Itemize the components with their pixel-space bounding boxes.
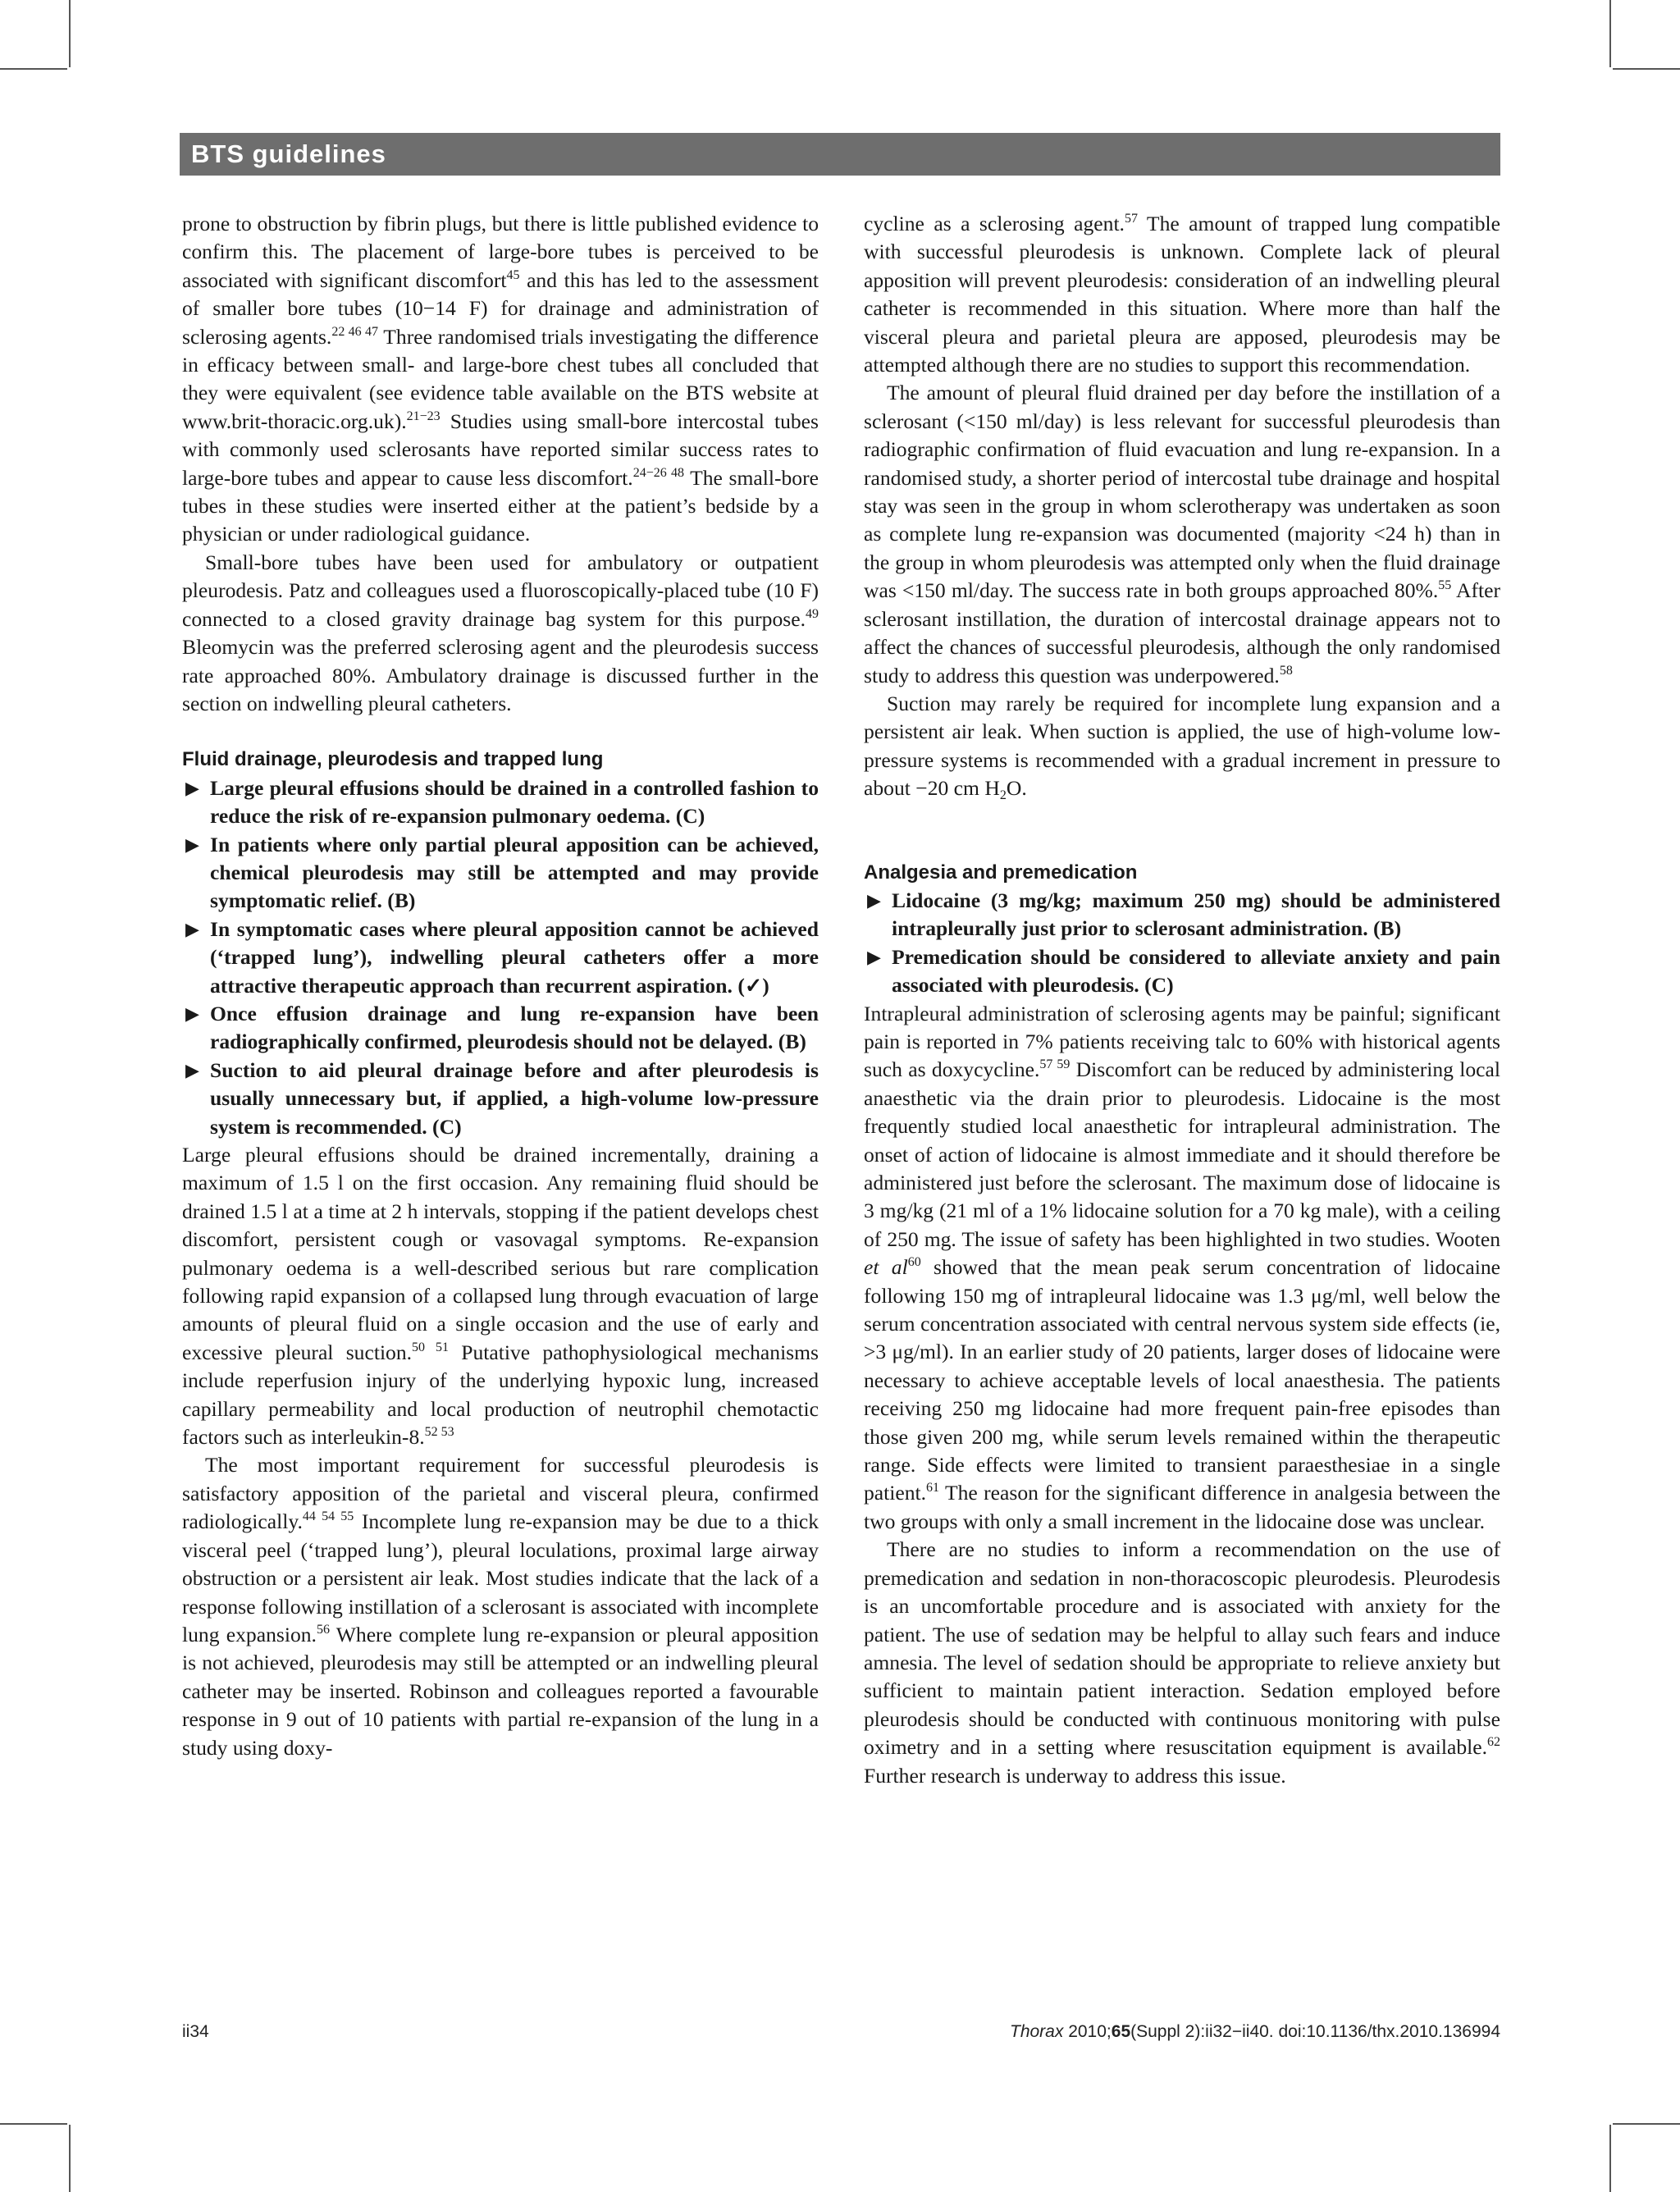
reference: 49: [806, 606, 819, 621]
paragraph: Intrapleural administration of sclerosing agents may be painful; significant pain is reported in 7% patients receiving talc to 60% with historical agents such as doxycycline.$^{57 59}$ Discomfort can be reduced by administering local anaesthetic via the drain prior to pleurodesis. Lidocaine is the most frequently studied local anaesthetic for intrapleural administration. The onset of action of lidocaine is almost immediate and it should therefore be administered just before the sclerosant. The maximum dose of lidocaine is 3 mg/kg (21 ml of a 1% lidocaine solution for a 70 kg male), with a ceiling of 250 mg. The issue of safety has been highlighted in two studies. Wooten et $al^{60}$ showed that the mean peak serum concentration of lidocaine following 150 mg of intrapleural lidocaine was 1.3 μg/ml, well below the serum concentration associated with central nervous system side effects (ie, >3 μg/ml). In an earlier study of 20 patients, larger doses of lidocaine were necessary to achieve acceptable levels of local anaesthesia. The patients receiving 250 mg lidocaine had more frequent pain-free episodes than those given 200 mg, while serum levels remained within the therapeutic range. Side effects were limited to transient paraesthesiae in a single patient.$^{61}$ The reason for the significant difference in analgesia between the two groups with only a small increment in the lidocaine dose was unclear.: [864, 1001, 1500, 1533]
triangle-bullet-icon: ▶: [185, 918, 199, 939]
crop-mark: [0, 2123, 67, 2125]
paragraph: cycline as a sclerosing agent.$^{57}$ The amount of trapped lung compatible with successful pleurodesis is unknown. Complete lack of pleural apposition will prevent pleurodesis: consideration of an indwelling pleural catheter is recommended in this situation. Where more than half the visceral pleura and parietal pleura are apposed, pleurodesis may be attempted although there are no studies to support this recommendation.: [864, 212, 1500, 377]
reference: 62: [1487, 1735, 1500, 1750]
reference: 44 54 55: [302, 1509, 354, 1524]
section-heading: Analgesia and premedication: [864, 861, 1138, 884]
triangle-bullet-icon: ▶: [185, 1059, 199, 1080]
recommendation-item: ▶ In patients where only partial pleural apposition can be achieved, chemical pleurodesis may still be attempted and may provide symptomatic relief. (B): [185, 832, 819, 913]
reference: 57 59: [1039, 1057, 1071, 1072]
recommendation-item: ▶ In symptomatic cases where pleural apposition cannot be achieved (‘trapped lung’), indwelling pleural catheters offer a more attractive therapeutic approach than recurrent aspiration. (✓): [185, 916, 819, 998]
paragraph: Suction may rarely be required for incomplete lung expansion and a persistent air leak. When suction is applied, the use of high-volume low-pressure systems is recommended with a gradual increment in pressure to about −20 cm $H_2O$.: [864, 691, 1500, 803]
right-column: [864, 210, 1500, 1790]
triangle-bullet-icon: ▶: [185, 1002, 199, 1024]
crop-mark: [1609, 0, 1611, 67]
section-header-bar: [180, 133, 1500, 176]
paragraph: There are no studies to inform a recommendation on the use of premedication and sedation in non-thoracoscopic pleurodesis. Pleurodesis is an uncomfortable procedure and is associated with anxiety for the patient. The use of sedation may be helpful to allay such fears and induce amnesia. The level of sedation should be appropriate to relieve anxiety but sufficient to maintain patient interaction. Sedation employed before pleurodesis should be conducted with continuous monitoring with pulse oximetry and in a setting where resuscitation equipment is available.$^{62}$ Further research is underway to address this issue.: [864, 1537, 1500, 1788]
crop-mark: [1609, 2125, 1611, 2192]
paragraph: Small-bore tubes have been used for ambulatory or outpatient pleurodesis. Patz and colleagues used a fluoroscopically-placed tube (10 F) connected to a closed gravity drainage bag system for this purpose.$^{49}$ Bleomycin was the preferred sclerosing agent and the pleurodesis success rate approached 80%. Ambulatory drainage is discussed further in the section on indwelling pleural catheters.: [182, 550, 819, 715]
reference: 22 46 47: [331, 324, 379, 339]
paragraph: Large pleural effusions should be drained incrementally, draining a maximum of 1.5 l on the first occasion. Any remaining fluid should be drained 1.5 l at a time at 2 h intervals, stopping if the patient develops chest discomfort, persistent cough or vasovagal symptoms. Re-expansion pulmonary oedema is a well-described serious but rare complication following rapid expansion of a collapsed lung through evacuation of large amounts of pleural fluid on a single occasion and the use of early and excessive pleural suction.$^{50 51}$ Putative pathophysiological mechanisms include reperfusion injury of the underlying hypoxic lung, increased capillary permeability and local production of neutrophil chemotactic factors such as interleukin-8.$^{52 53}$: [182, 1143, 819, 1450]
reference: 61: [926, 1481, 940, 1496]
paragraph: The most important requirement for successful pleurodesis is satisfactory apposition of the parietal and visceral pleura, confirmed radiologically.$^{44 54 55}$ Incomplete lung re-expansion may be due to a thick visceral peel (‘trapped lung’), pleural loculations, proximal large airway obstruction or a persistent air leak. Most studies indicate that the lack of a response following instillation of a sclerosant is associated with incomplete lung expansion.$^{56}$ Where complete lung re-expansion or pleural apposition is not achieved, pleurodesis may still be attempted or an indwelling pleural catheter may be inserted. Robinson and colleagues reported a favourable response in 9 out of 10 patients with partial re-expansion of the lung in a study using doxy-: [182, 1453, 819, 1760]
recommendation-item: ▶ Premedication should be considered to alleviate anxiety and pain associated with pleurodesis. (C): [867, 944, 1500, 998]
reference: 58: [1279, 663, 1293, 678]
crop-mark: [1613, 68, 1680, 70]
reference: 60: [907, 1255, 921, 1270]
section-title: BTS guidelines: [191, 139, 386, 168]
crop-mark: [1613, 2123, 1680, 2125]
page-number: ii34: [182, 2022, 209, 2041]
reference: 55: [1438, 578, 1452, 593]
crop-mark: [69, 0, 71, 67]
reference: 56: [316, 1622, 330, 1637]
recommendation-item: ▶ Suction to aid pleural drainage before and after pleurodesis is usually unnecessary but, if applied, a high-volume low-pressure system is recommended. (C): [185, 1057, 819, 1139]
reference: 50 51: [412, 1340, 449, 1354]
recommendation-item: ▶ Once effusion drainage and lung re-expansion have been radiographically confirmed, pleurodesis should not be delayed. (B): [185, 1001, 819, 1054]
recommendation-list: [182, 774, 819, 1141]
reference: 21−23: [406, 409, 441, 423]
recommendation-item: ▶ Large pleural effusions should be drained in a controlled fashion to reduce the risk of re-expansion pulmonary oedema. (C): [185, 775, 819, 829]
reference: 45: [506, 267, 520, 282]
triangle-bullet-icon: ▶: [185, 833, 199, 855]
paragraph: The amount of pleural fluid drained per day before the instillation of a sclerosant (<150 ml/day) is less relevant for successful pleurodesis than radiographic confirmation of fluid evacuation and lung re-expansion. In a randomised study, a shorter period of intercostal tube drainage and hospital stay was seen in the group in whom sclerotherapy was undertaken as soon as complete lung re-expansion was documented (majority <24 h) than in the group in whom pleurodesis was attempted only when the fluid drainage was <150 ml/day. The success rate in both groups approached 80%.$^{55}$ After sclerosant instillation, the duration of intercostal drainage appears not to affect the chances of successful pleurodesis, although the only randomised study to address this question was underpowered.$^{58}$: [864, 381, 1500, 687]
triangle-bullet-icon: ▶: [185, 777, 199, 798]
section-heading: Fluid drainage, pleurodesis and trapped lung: [182, 748, 604, 771]
reference: 52 53: [424, 1425, 454, 1440]
paragraph: prone to obstruction by fibrin plugs, but there is little published evidence to confirm this. The placement of large-bore tubes is perceived to be associated with significant discomfort$^{45}$ and this has led to the assessment of smaller bore tubes (10−14 F) for drainage and administration of sclerosing agents.$^{22 46 47}$ Three randomised trials investigating the difference in efficacy between small- and large-bore chest tubes all concluded that they were equivalent (see evidence table available on the BTS website at www.brit-thoracic.org.uk).$^{21-23}$ Studies using small-bore intercostal tubes with commonly used sclerosants have reported similar success rates to large-bore tubes and appear to cause less discomfort.$^{24-26 48}$ The small-bore tubes in these studies were inserted either at the patient’s bedside by a physician or under radiological guidance.: [182, 212, 819, 546]
crop-mark: [69, 2125, 71, 2192]
triangle-bullet-icon: ▶: [867, 946, 881, 967]
left-column: [182, 210, 819, 1762]
triangle-bullet-icon: ▶: [867, 889, 881, 911]
crop-mark: [0, 68, 67, 70]
journal-citation: Thorax 2010;65(Suppl 2):ii32−ii40. doi:10.1136/thx.2010.136994: [1010, 2022, 1500, 2041]
reference: 24−26 48: [632, 465, 684, 480]
recommendation-item: ▶ Lidocaine (3 mg/kg; maximum 250 mg) should be administered intrapleurally just prior to sclerosant administration. (B): [867, 888, 1500, 941]
recommendation-list: [864, 887, 1500, 1000]
reference: 57: [1124, 212, 1138, 226]
